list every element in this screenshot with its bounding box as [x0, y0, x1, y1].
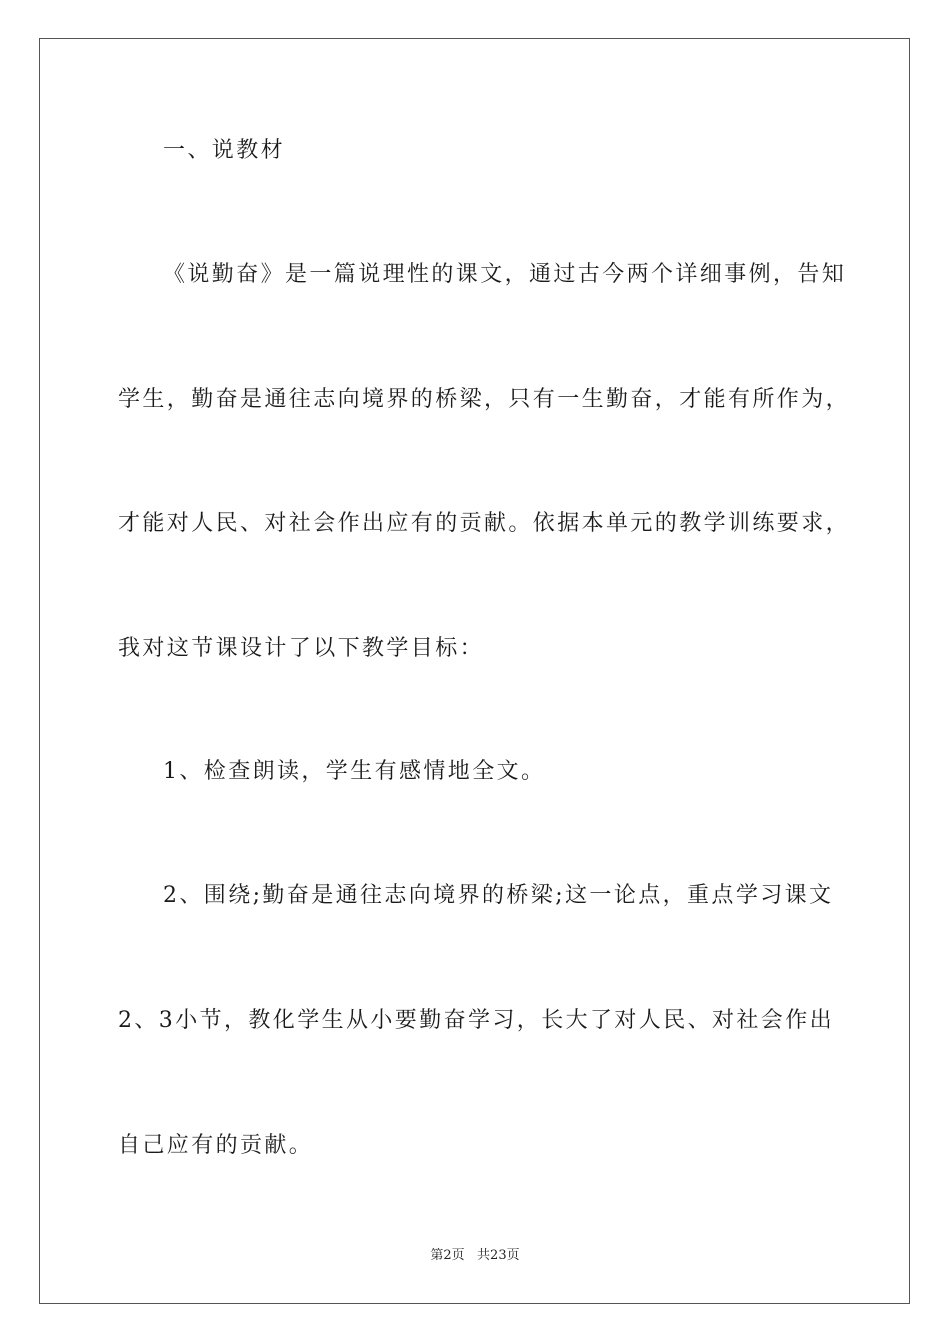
page-border [39, 38, 910, 1304]
page-number-footer: 第2页 共23页 [430, 1248, 520, 1263]
list-item: 2、围绕;勤奋是通往志向境界的桥梁;这一论点，重点学习课文 [163, 883, 834, 908]
paragraph-line: 才能对人民、对社会作出应有的贡献。依据本单元的教学训练要求， [118, 511, 851, 536]
paragraph-line: 《说勤奋》是一篇说理性的课文，通过古今两个详细事例，告知 [163, 262, 847, 287]
paragraph-line: 学生，勤奋是通往志向境界的桥梁，只有一生勤奋，才能有所作为， [118, 387, 851, 412]
list-item: 1、检查朗读，学生有感情地全文。 [163, 759, 546, 784]
paragraph-line: 自己应有的贡献。 [118, 1133, 314, 1158]
section-heading: 一、说教材 [163, 138, 286, 163]
paragraph-line: 2、3小节，教化学生从小要勤奋学习，长大了对人民、对社会作出 [118, 1008, 834, 1033]
paragraph-line: 我对这节课设计了以下教学目标： [118, 636, 485, 661]
